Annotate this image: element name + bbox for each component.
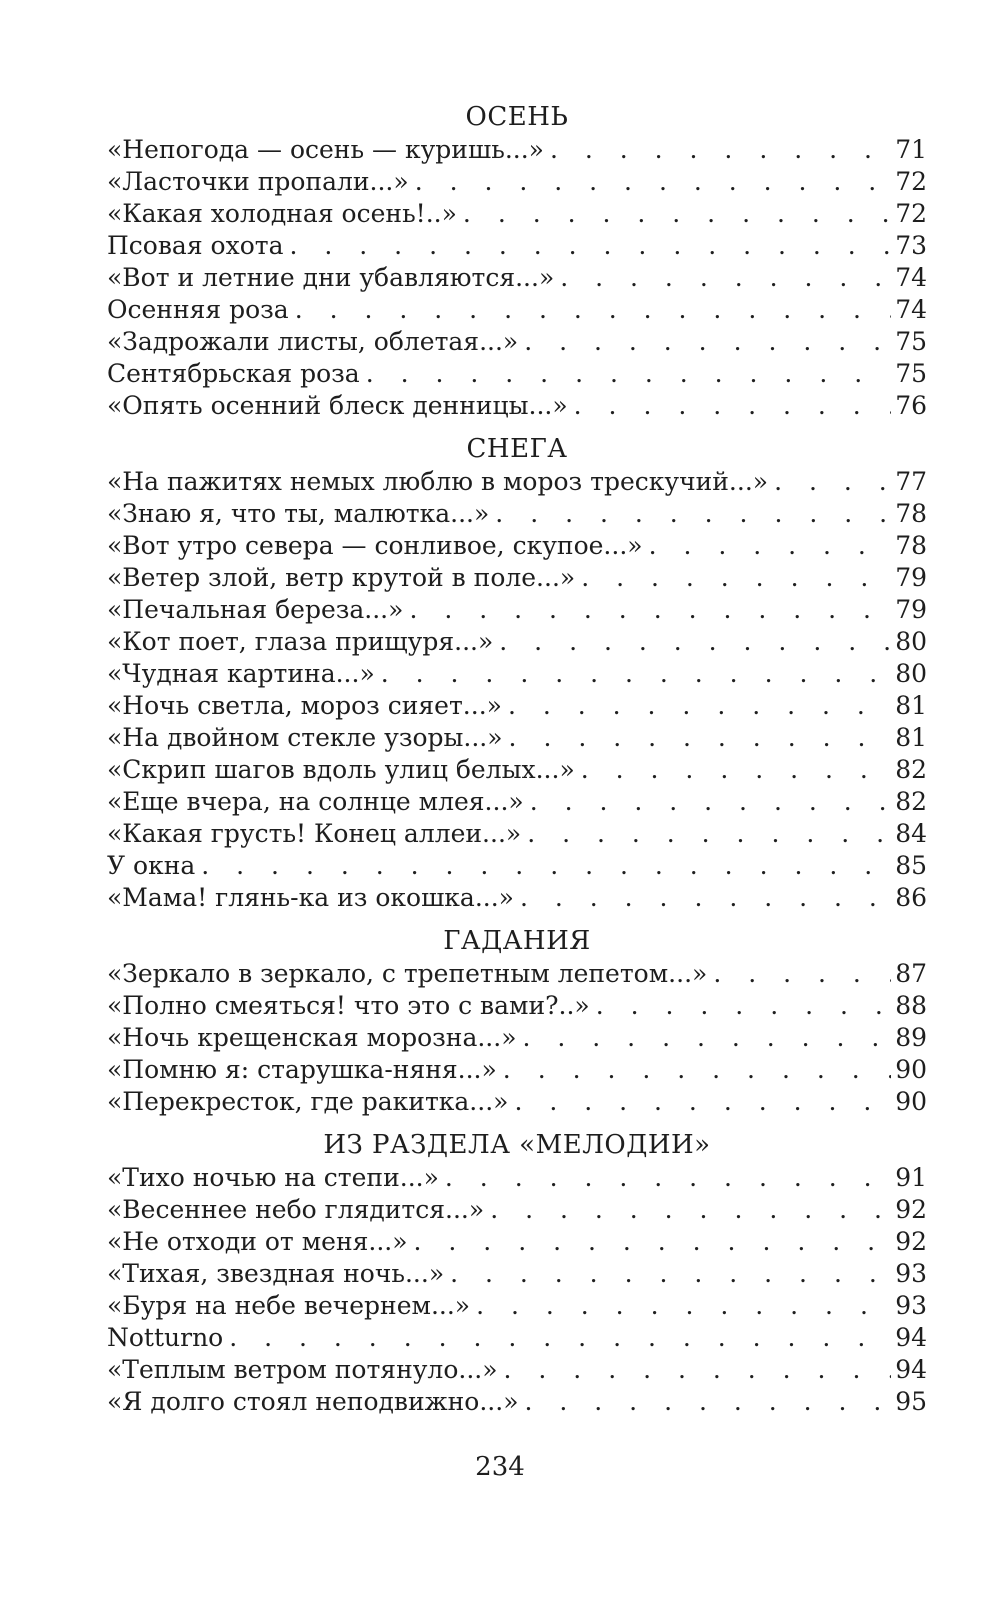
entry-title: «Задрожали листы, облетая...» <box>107 327 519 356</box>
dot-leader <box>493 626 891 658</box>
dot-leader <box>360 358 891 390</box>
entry-page-number: 78 <box>895 499 927 528</box>
toc-entry <box>107 230 927 262</box>
table-of-contents <box>107 101 927 1418</box>
toc-entry <box>107 134 927 166</box>
dot-leader <box>444 1258 891 1290</box>
entry-page-number: 93 <box>895 1259 927 1288</box>
dot-leader <box>503 722 891 754</box>
toc-section <box>107 925 927 1118</box>
entry-page-number: 77 <box>895 467 927 496</box>
entry-page-number: 94 <box>895 1355 927 1384</box>
section-title: СНЕГА <box>466 434 568 464</box>
dot-leader <box>484 1194 891 1226</box>
entry-page-number: 73 <box>895 231 927 260</box>
entry-title: «Буря на небе вечернем...» <box>107 1291 471 1320</box>
entry-title: «Непогода — осень — куришь...» <box>107 135 544 164</box>
dot-leader <box>568 390 891 422</box>
entry-title: «Я долго стоял неподвижно...» <box>107 1387 519 1416</box>
toc-entry <box>107 466 927 498</box>
dot-leader <box>223 1322 891 1354</box>
toc-entry <box>107 390 927 422</box>
entry-title: Осенняя роза <box>107 295 289 324</box>
entry-title: «Какая грусть! Конец аллеи...» <box>107 819 522 848</box>
dot-leader <box>554 262 891 294</box>
toc-entry <box>107 818 927 850</box>
toc-entry <box>107 990 927 1022</box>
toc-entry <box>107 198 927 230</box>
entry-page-number: 87 <box>895 959 927 988</box>
entry-page-number: 93 <box>895 1291 927 1320</box>
entry-page-number: 75 <box>895 327 927 356</box>
entry-page-number: 86 <box>895 883 927 912</box>
dot-leader <box>195 850 891 882</box>
toc-entry <box>107 1258 927 1290</box>
dot-leader <box>575 562 891 594</box>
entry-page-number: 85 <box>895 851 927 880</box>
toc-entry <box>107 1322 927 1354</box>
dot-leader <box>375 658 891 690</box>
dot-leader <box>544 134 891 166</box>
entry-page-number: 89 <box>895 1023 927 1052</box>
entry-title: «Вот и летние дни убавляются...» <box>107 263 555 292</box>
toc-entry <box>107 1226 927 1258</box>
toc-entry <box>107 850 927 882</box>
dot-leader <box>502 690 891 722</box>
dot-leader <box>524 786 891 818</box>
entry-title: «Кот поет, глаза прищуря...» <box>107 627 494 656</box>
entry-title: Сентябрьская роза <box>107 359 360 388</box>
dot-leader <box>575 754 891 786</box>
entry-page-number: 74 <box>895 295 927 324</box>
toc-entry <box>107 262 927 294</box>
entry-page-number: 94 <box>895 1323 927 1352</box>
entry-page-number: 79 <box>895 563 927 592</box>
toc-entry <box>107 1086 927 1118</box>
entry-title: «Помню я: старушка-няня...» <box>107 1055 497 1084</box>
entry-title: «Ласточки пропали...» <box>107 167 409 196</box>
entry-page-number: 80 <box>895 627 927 656</box>
entry-page-number: 80 <box>895 659 927 688</box>
entry-page-number: 82 <box>895 787 927 816</box>
dot-leader <box>439 1162 891 1194</box>
toc-entry <box>107 722 927 754</box>
entry-page-number: 81 <box>895 691 927 720</box>
entry-title: «Не отходи от меня...» <box>107 1227 408 1256</box>
dot-leader <box>289 294 891 326</box>
toc-entry <box>107 1386 927 1418</box>
dot-leader <box>409 166 891 198</box>
dot-leader <box>643 530 891 562</box>
entry-page-number: 90 <box>895 1087 927 1116</box>
toc-entry <box>107 786 927 818</box>
toc-entry <box>107 1162 927 1194</box>
dot-leader <box>518 326 891 358</box>
entry-title: Псовая охота <box>107 231 284 260</box>
section-title: ОСЕНЬ <box>465 102 569 132</box>
toc-entry <box>107 594 927 626</box>
toc-entry <box>107 1194 927 1226</box>
entry-page-number: 90 <box>895 1055 927 1084</box>
entry-title: «Чудная картина...» <box>107 659 375 688</box>
toc-entry <box>107 166 927 198</box>
page-number: 234 <box>475 1452 525 1482</box>
entry-title: «Скрип шагов вдоль улиц белых...» <box>107 755 575 784</box>
dot-leader <box>517 1022 892 1054</box>
entry-title: «Мама! глянь-ка из окошка...» <box>107 883 514 912</box>
entry-title: «Весеннее небо глядится...» <box>107 1195 485 1224</box>
entry-page-number: 75 <box>895 359 927 388</box>
dot-leader <box>498 1354 891 1386</box>
entry-page-number: 84 <box>895 819 927 848</box>
toc-entry <box>107 530 927 562</box>
entry-title: «На пажитях немых люблю в мороз трескучий...» <box>107 467 769 496</box>
dot-leader <box>408 1226 891 1258</box>
entry-page-number: 74 <box>895 263 927 292</box>
entry-page-number: 91 <box>895 1163 927 1192</box>
entry-title: «Какая холодная осень!..» <box>107 199 457 228</box>
entry-title: У окна <box>107 851 196 880</box>
dot-leader <box>508 1086 891 1118</box>
toc-entry <box>107 294 927 326</box>
dot-leader <box>470 1290 891 1322</box>
toc-entry <box>107 958 927 990</box>
entry-page-number: 81 <box>895 723 927 752</box>
entry-title: «Опять осенний блеск денницы...» <box>107 391 568 420</box>
toc-section <box>107 1129 927 1418</box>
entry-page-number: 88 <box>895 991 927 1020</box>
toc-entry <box>107 358 927 390</box>
entry-title: «Вот утро севера — сонливое, скупое...» <box>107 531 643 560</box>
toc-entry <box>107 626 927 658</box>
toc-section <box>107 101 927 422</box>
dot-leader <box>519 1386 892 1418</box>
entry-title: «Полно смеяться! что это с вами?..» <box>107 991 590 1020</box>
entry-title: «Ночь светла, мороз сияет...» <box>107 691 502 720</box>
entry-title: «Зеркало в зеркало, с трепетным лепетом...» <box>107 959 708 988</box>
entry-title: «Еще вчера, на солнце млея...» <box>107 787 524 816</box>
entry-page-number: 79 <box>895 595 927 624</box>
entry-page-number: 95 <box>895 1387 927 1416</box>
entry-page-number: 78 <box>895 531 927 560</box>
dot-leader <box>514 882 891 914</box>
entry-page-number: 92 <box>895 1195 927 1224</box>
entry-title: «Перекресток, где ракитка...» <box>107 1087 509 1116</box>
dot-leader <box>497 1054 891 1086</box>
entry-title: «Ветер злой, ветр крутой в поле...» <box>107 563 576 592</box>
toc-entry <box>107 498 927 530</box>
dot-leader <box>403 594 891 626</box>
toc-entry <box>107 1290 927 1322</box>
dot-leader <box>707 958 891 990</box>
section-title: ГАДАНИЯ <box>443 926 591 956</box>
entry-page-number: 71 <box>895 135 927 164</box>
toc-entry <box>107 1022 927 1054</box>
dot-leader <box>284 230 892 262</box>
dot-leader <box>521 818 891 850</box>
toc-section <box>107 433 927 914</box>
toc-entry <box>107 882 927 914</box>
entry-title: «Знаю я, что ты, малютка...» <box>107 499 490 528</box>
entry-title: «На двойном стекле узоры...» <box>107 723 503 752</box>
toc-entry <box>107 562 927 594</box>
dot-leader <box>489 498 891 530</box>
entry-title: «Ночь крещенская морозна...» <box>107 1023 517 1052</box>
entry-page-number: 82 <box>895 755 927 784</box>
entry-page-number: 76 <box>895 391 927 420</box>
entry-title: «Печальная береза...» <box>107 595 404 624</box>
dot-leader <box>590 990 891 1022</box>
entry-page-number: 72 <box>895 167 927 196</box>
toc-entry <box>107 754 927 786</box>
dot-leader <box>768 466 891 498</box>
section-title: ИЗ РАЗДЕЛА «МЕЛОДИИ» <box>323 1130 711 1160</box>
toc-entry <box>107 690 927 722</box>
toc-entry <box>107 658 927 690</box>
toc-entry <box>107 326 927 358</box>
dot-leader <box>457 198 891 230</box>
toc-entry <box>107 1354 927 1386</box>
entry-title: «Тихая, звездная ночь...» <box>107 1259 445 1288</box>
entry-page-number: 92 <box>895 1227 927 1256</box>
entry-title: «Теплым ветром потянуло...» <box>107 1355 498 1384</box>
entry-title: «Тихо ночью на степи...» <box>107 1163 439 1192</box>
entry-title: Notturno <box>107 1323 224 1352</box>
toc-entry <box>107 1054 927 1086</box>
entry-page-number: 72 <box>895 199 927 228</box>
